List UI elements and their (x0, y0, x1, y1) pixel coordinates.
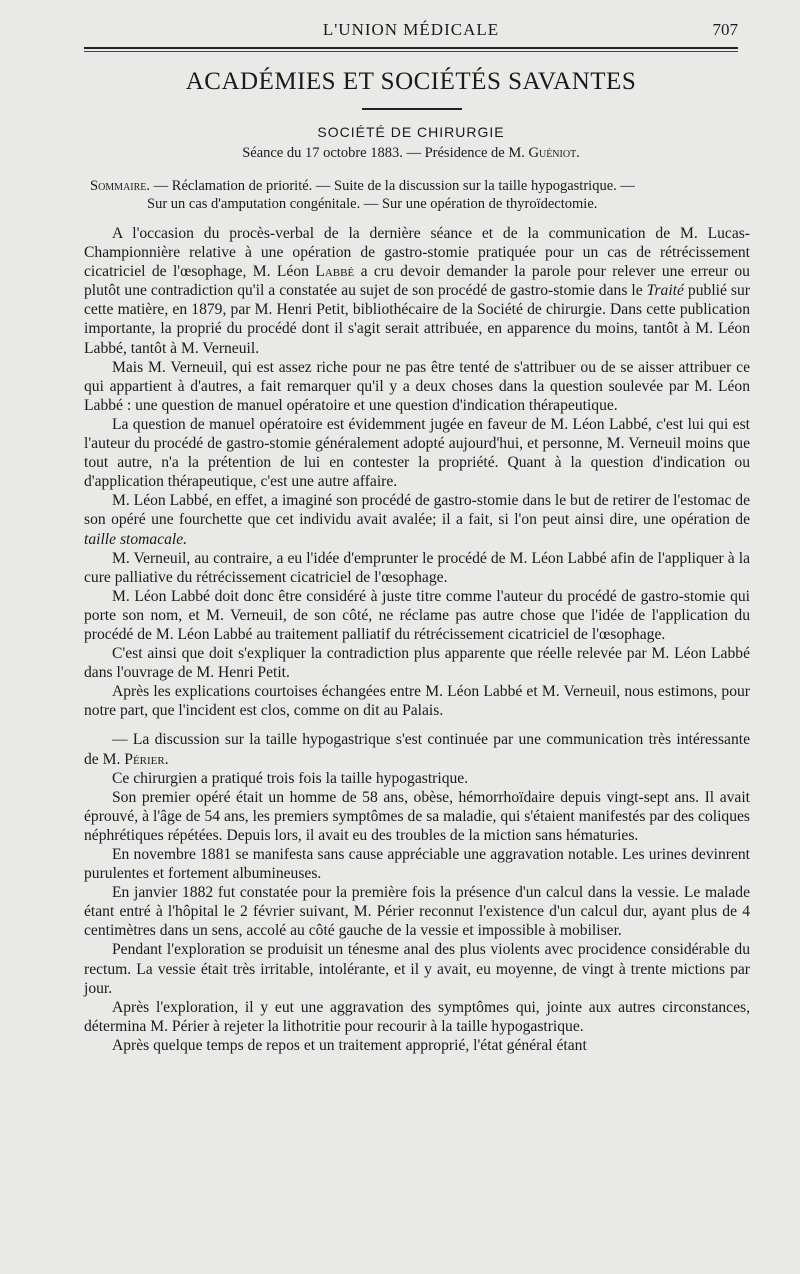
text-run: a cru devoir demander la parole pour relever une erreur ou plutôt une contradiction qu'il a constatée au sujet de son procédé de gastro-stomie dans le (84, 263, 750, 300)
summary-line2: Sur un cas d'amputation congénitale. — Sur une opération de thyroïdectomie. (147, 196, 598, 212)
text-run: — La discussion sur la taille hypogastrique s'est continuée par une communication très intéressante de M. (84, 731, 750, 768)
summary (90, 177, 734, 213)
paragraph: Après quelque temps de repos et un traitement approprié, l'état général étant (112, 1036, 587, 1054)
text-run: M. Léon Labbé, en effet, a imaginé son procédé de gastro-stomie dans le but de retirer de l'estomac de son opéré une fourchette que cet individu avait avalée; il a fait, si l'on peut ainsi dire, une opération de (84, 492, 750, 529)
paragraph: Après l'exploration, il y eut une aggravation des symptômes qui, jointe aux autres circonstances, détermina M. Périer à rejeter la lithotritie pour recourir à la taille hypogastrique. (84, 998, 750, 1035)
paragraph: La question de manuel opératoire est évidemment jugée en faveur de M. Léon Labbé, c'est lui qui est l'auteur du procédé de gastro-stomie généralement adopté aujourd'hui, et personne, M. Verneuil moins que tout autre, n'a la prétention de lui en contester la propriété. Quant à la question d'indication ou d'application thérapeutique, c'est une autre affaire. (84, 415, 750, 491)
page-number: 707 (712, 20, 738, 39)
paragraph: Après les explications courtoises échangées entre M. Léon Labbé et M. Verneuil, nous estimons, pour notre part, que l'incident est clos, comme on dit au Palais. (84, 683, 750, 720)
summary-label: Sommaire. (90, 178, 151, 194)
section-title: ACADÉMIES ET SOCIÉTÉS SAVANTES (185, 68, 637, 95)
paragraph: Mais M. Verneuil, qui est assez riche pour ne pas être tenté de s'attribuer ou de se aisser attribuer ce qui appartient à d'autres, a fait remarquer qu'il y a deux choses dans la question soulevée par M. Léon Labbé : une question de manuel opératoire et une question d'indication thérapeutique. (84, 358, 750, 414)
journal-title: L'UNION MÉDICALE (322, 20, 500, 39)
header-rule (84, 47, 738, 52)
paragraph: En janvier 1882 fut constatée pour la première fois la présence d'un calcul dans la vessie. Le malade étant entré à l'hôpital le 2 février suivant, M. Périer reconnut l'existence d'un calcul dur, ayant plus de 4 centimètres dans un sens, accolé au côté gauche de la vessie et impossible à mobiliser. (84, 884, 750, 940)
paragraph: M. Verneuil, au contraire, a eu l'idée d'emprunter le procédé de M. Léon Labbé afin de l'appliquer à la cure palliative du rétrécissement cicatriciel de l'œsophage. (84, 549, 750, 586)
article-body (84, 224, 750, 1055)
author-name: Labbé (315, 263, 355, 281)
paragraph: Son premier opéré était un homme de 58 ans, obèse, hémorrhoïdaire depuis vingt-sept ans. Il avait éprouvé, à l'âge de 54 ans, les premiers symptômes de sa maladie, qui s'étaient manifestés par des coliques néphrétiques répétées. Depuis lors, il avait eu des troubles de la miction sans hématuries. (84, 788, 750, 844)
paragraph: M. Léon Labbé doit donc être considéré à juste titre comme l'auteur du procédé de gastro-stomie qui porte son nom, et M. Verneuil, de son côté, ne réclame pas autre chose que l'idée de l'application du procédé de M. Léon Labbé au traitement palliatif du rétrécissement cicatriciel de l'œsophage. (84, 587, 750, 643)
paragraph (84, 730, 750, 768)
text-run: publié sur cette matière, en 1879, par M. Henri Petit, bibliothécaire de la Société de chirurgie. Dans cette publication importante, la proprié du procédé dont il s'agit serait attribuée, en apparence du moins, tantôt à M. Léon Labbé, tantôt à M. Verneuil. (84, 282, 750, 357)
session-text: Séance du 17 octobre 1883. — Présidence de M. (242, 145, 529, 161)
paragraph (84, 491, 750, 548)
author-name: Périer. (124, 750, 169, 768)
paragraph: Pendant l'exploration se produisit un ténesme anal des plus violents avec procidence considérable du rectum. La vessie était très irritable, intolérante, et il y avait, eu moyenne, de vingt à trente mictions par jour. (84, 941, 750, 997)
summary-line1: — Réclamation de priorité. — Suite de la discussion sur la taille hypogastrique. — (150, 178, 635, 194)
paragraph: En novembre 1881 se manifesta sans cause appréciable une aggravation notable. Les urines devinrent purulentes et fortement albumineuses. (84, 846, 750, 883)
text-run: A l'occasion du procès-verbal de la dernière séance et de la communication de M. Lucas-Championnière relative à une opération de gastro-stomie pratiquée pour un cas de rétrécissement cicatriciel de l'œsophage, M. Léon (84, 225, 750, 281)
running-head (84, 20, 738, 48)
paragraph: C'est ainsi que doit s'expliquer la contradiction plus apparente que réelle relevée par M. Léon Labbé dans l'ouvrage de M. Henri Petit. (84, 645, 750, 682)
paragraph (84, 224, 750, 358)
session-president: Guéniot. (528, 145, 580, 161)
society-heading: SOCIÉTÉ DE CHIRURGIE (317, 124, 505, 140)
paragraph: Ce chirurgien a pratiqué trois fois la taille hypogastrique. (112, 769, 469, 787)
title-rule (362, 108, 462, 110)
italic-text: taille stomacale. (84, 530, 188, 548)
italic-text: Traité (646, 282, 684, 300)
session-line (84, 145, 738, 162)
